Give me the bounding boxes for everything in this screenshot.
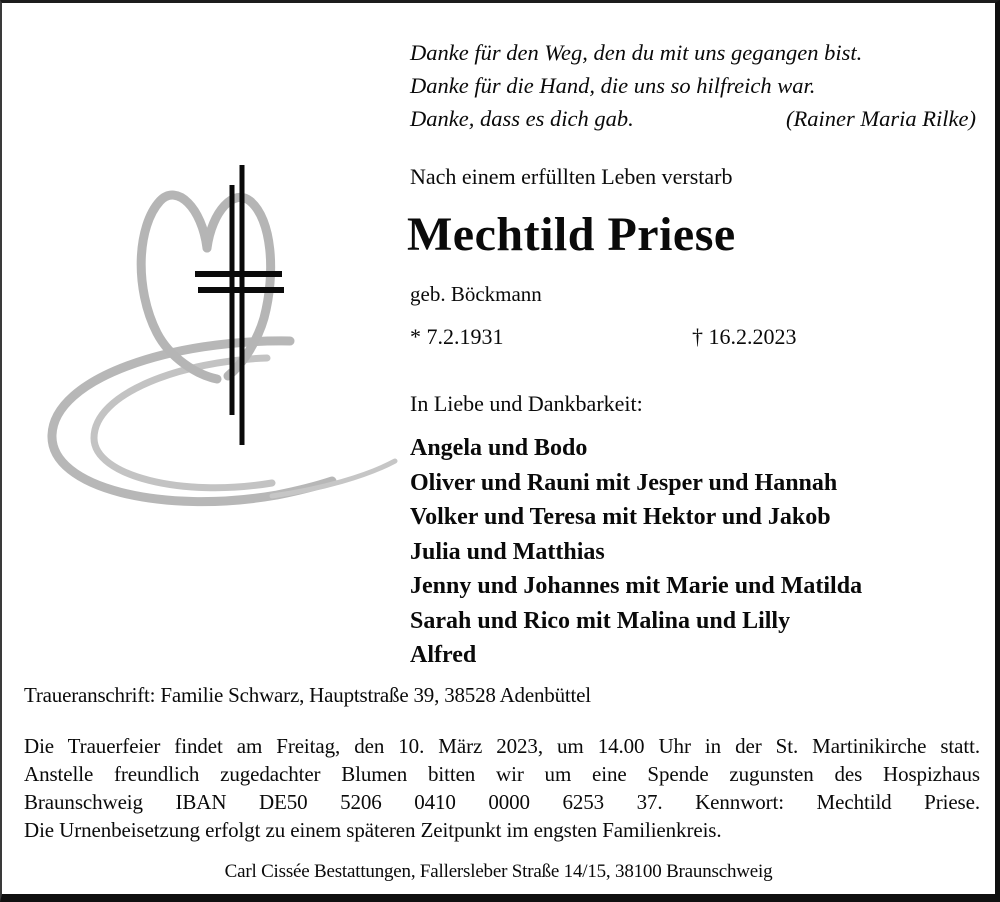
birth-date: * 7.2.1931 (410, 324, 504, 349)
details-line: Die Trauerfeier findet am Freitag, den 10. März 2023, um 14.00 Uhr in der St. Martinikirche statt. (24, 734, 980, 758)
mourning-address: Traueranschrift: Familie Schwarz, Hauptstraße 39, 38528 Adenbüttel (24, 683, 591, 707)
life-dates (410, 324, 797, 350)
mourner-line: Volker und Teresa mit Hektor und Jakob (410, 504, 831, 530)
quote-line: Danke, dass es dich gab. (410, 106, 634, 131)
mourner-line: Alfred (410, 642, 477, 668)
death-date: † 16.2.2023 (692, 324, 797, 349)
maiden-name: geb. Böckmann (410, 282, 542, 306)
mourners-list (410, 431, 862, 673)
details-line: Die Urnenbeisetzung erfolgt zu einem späteren Zeitpunkt im engsten Familienkreis. (24, 818, 722, 842)
details-line: Anstelle freundlich zugedachter Blumen bitten wir um eine Spende zugunsten des Hospizhaus (24, 762, 980, 786)
intro-line: Nach einem erfüllten Leben verstarb (410, 164, 733, 189)
details-line: Braunschweig IBAN DE50 5206 0410 0000 6253 37. Kennwort: Mechtild Priese. (24, 790, 980, 814)
mourner-line: Jenny und Johannes mit Marie und Matilda (410, 573, 863, 599)
funeral-details (24, 732, 980, 844)
mourner-line: Angela und Bodo (410, 435, 588, 461)
deceased-name: Mechtild Priese (407, 208, 736, 261)
mourner-line: Julia und Matthias (410, 538, 605, 565)
quote-attribution: (Rainer Maria Rilke) (786, 106, 976, 131)
heart-cross-emblem-icon (32, 143, 402, 523)
quote-line: Danke für die Hand, die uns so hilfreich war. (410, 73, 816, 98)
mourner-line: Oliver und Rauni mit Jesper und Hannah (410, 469, 838, 496)
mourning-intro: In Liebe und Dankbarkeit: (410, 391, 643, 416)
swoosh-inner-arc (94, 358, 272, 488)
mourner-line: Sarah und Rico mit Malina und Lilly (410, 607, 791, 634)
memorial-quote (410, 36, 976, 135)
funeral-home-line: Carl Cissée Bestattungen, Fallersleber Straße 14/15, 38100 Braunschweig (224, 861, 773, 882)
quote-line: Danke für den Weg, den du mit uns gegangen bist. (410, 40, 863, 65)
